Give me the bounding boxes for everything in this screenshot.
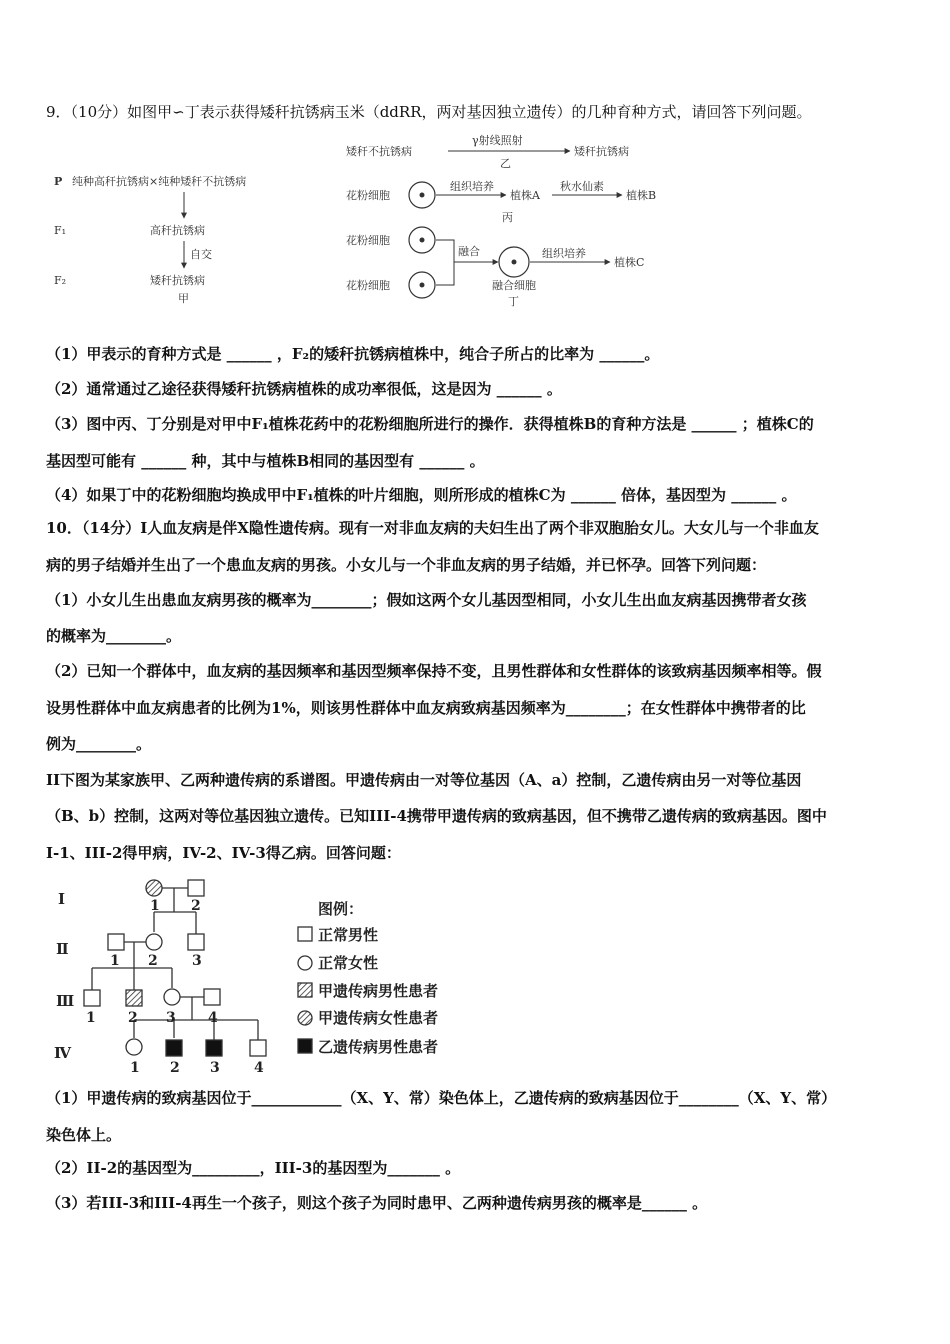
num-IV-2: 2 xyxy=(170,1060,180,1076)
legend-title: 图例： xyxy=(318,900,364,918)
bing-step1: 组织培养 xyxy=(450,180,494,193)
q10-part2c: 例为________。 xyxy=(46,735,152,753)
q10-part1b: 的概率为________。 xyxy=(46,627,182,645)
num-II-1: 1 xyxy=(110,953,120,969)
bing-plant-b: 植株B xyxy=(626,189,657,202)
caption-jia: 甲 xyxy=(178,292,189,305)
yi-from: 矮秆不抗锈病 xyxy=(346,145,412,158)
num-II-3: 3 xyxy=(192,953,202,969)
q9-part3a: （3）图中丙、丁分别是对甲中F₁植株花药中的花粉细胞所进行的操作．获得植株B的育种方法是 ______ ；植株C的 xyxy=(46,415,814,433)
f2-label: F₂ xyxy=(54,274,67,287)
num-III-4: 4 xyxy=(208,1010,218,1026)
yi-method: γ射线照射 xyxy=(472,134,523,147)
ding-fuse: 融合 xyxy=(458,245,480,258)
pedigree-chart xyxy=(50,872,480,1082)
gen-label-3: Ⅲ xyxy=(56,992,75,1010)
q10-intro-a: 10．（14分）I人血友病是伴X隐性遗传病。现有一对非血友病的夫妇生出了两个非双胞胎女儿。大女儿与一个非血友 xyxy=(46,519,819,537)
q9-part1: （1）甲表示的育种方式是 ______ ，F₂的矮秆抗锈病植株中，纯合子所占的比率为 ______。 xyxy=(46,345,660,363)
num-III-2: 2 xyxy=(128,1010,138,1026)
q10-intro-b: 病的男子结婚并生出了一个患血友病的男孩。小女儿与一个非血友病的男子结婚，并已怀孕。回答下列问题： xyxy=(46,556,767,574)
q10-ii-c: I-1、III-2得甲病，IV-2、IV-3得乙病。回答问题： xyxy=(46,844,401,862)
caption-yi: 乙 xyxy=(500,157,511,170)
q10-ii-a: II下图为某家族甲、乙两种遗传病的系谱图。甲遗传病由一对等位基因（A、a）控制，乙遗传病由另一对等位基因 xyxy=(46,771,802,789)
caption-bing: 丙 xyxy=(502,211,513,224)
ding-plant-c: 植株C xyxy=(614,256,645,269)
f1-label: F₁ xyxy=(54,224,67,237)
ding-step: 组织培养 xyxy=(542,247,586,260)
legend-normal-male: 正常男性 xyxy=(318,926,379,944)
num-IV-3: 3 xyxy=(210,1060,220,1076)
q9-part4: （4）如果丁中的花粉细胞均换成甲中F₁植株的叶片细胞，则所形成的植株C为 ______ 倍体，基因型为 ______ 。 xyxy=(46,486,797,504)
legend-normal-female: 正常女性 xyxy=(318,954,379,972)
ding-cell1: 花粉细胞 xyxy=(346,234,390,247)
legend-yi-male: 乙遗传病男性患者 xyxy=(318,1038,439,1056)
gen-label-4: Ⅳ xyxy=(54,1044,72,1062)
selfing-label: 自交 xyxy=(190,248,212,261)
caption-fusion-cell: 融合细胞 xyxy=(492,279,536,292)
gen-label-2: Ⅱ xyxy=(56,940,69,958)
q10-part2b: 设男性群体中血友病患者的比例为1%，则该男性群体中血友病致病基因频率为________；在女性群体中携带者的比 xyxy=(46,699,806,717)
bing-cell: 花粉细胞 xyxy=(346,189,390,202)
f2-text: 矮秆抗锈病 xyxy=(150,274,205,287)
num-II-2: 2 xyxy=(148,953,158,969)
caption-ding: 丁 xyxy=(508,295,519,308)
num-I-2: 2 xyxy=(191,898,201,914)
q10-r1b: 染色体上。 xyxy=(46,1126,122,1144)
q10-r2: （2）II-2的基因型为_________，III-3的基因型为_______ 。 xyxy=(46,1159,461,1177)
p-cross: 纯种高秆抗锈病×纯种矮秆不抗锈病 xyxy=(72,175,247,188)
f1-text: 高秆抗锈病 xyxy=(150,224,205,237)
legend-jia-male: 甲遗传病男性患者 xyxy=(318,982,439,1000)
bing-plant-a: 植株A xyxy=(510,189,540,202)
q10-r1a: （1）甲遗传病的致病基因位于____________（X、Y、常）染色体上，乙遗传病的致病基因位于________（X、Y、常） xyxy=(46,1089,837,1107)
ding-cell2: 花粉细胞 xyxy=(346,279,390,292)
q10-ii-b: （B、b）控制，这两对等位基因独立遗传。已知III-4携带甲遗传病的致病基因，但不携带乙遗传病的致病基因。图中 xyxy=(46,807,827,825)
breeding-diagram xyxy=(40,130,680,335)
num-IV-1: 1 xyxy=(130,1060,140,1076)
q10-r3: （3）若III-3和III-4再生一个孩子，则这个孩子为同时患甲、乙两种遗传病男孩的概率是______ 。 xyxy=(46,1194,708,1212)
num-I-1: 1 xyxy=(150,898,160,914)
q9-part3b: 基因型可能有 ______ 种，其中与植株B相同的基因型有 ______ 。 xyxy=(46,452,485,470)
yi-to: 矮秆抗锈病 xyxy=(574,145,629,158)
legend-jia-female: 甲遗传病女性患者 xyxy=(318,1009,439,1027)
num-III-3: 3 xyxy=(166,1010,176,1026)
q10-part2a: （2）已知一个群体中，血友病的基因频率和基因型频率保持不变，且男性群体和女性群体的该致病基因频率相等。假 xyxy=(46,662,822,680)
p-label: P xyxy=(54,175,63,188)
q9-stem: 9．（10分）如图甲∽丁表示获得矮秆抗锈病玉米（ddRR，两对基因独立遗传）的几种育种方式，请回答下列问题。 xyxy=(46,103,812,121)
num-III-1: 1 xyxy=(86,1010,96,1026)
q9-part2: （2）通常通过乙途径获得矮秆抗锈病植株的成功率很低，这是因为 ______ 。 xyxy=(46,380,562,398)
q10-part1a: （1）小女儿生出患血友病男孩的概率为________；假如这两个女儿基因型相同，小女儿生出血友病基因携带者女孩 xyxy=(46,591,807,609)
bing-step2: 秋水仙素 xyxy=(560,180,604,193)
num-IV-4: 4 xyxy=(254,1060,264,1076)
gen-label-1: I xyxy=(58,890,66,908)
